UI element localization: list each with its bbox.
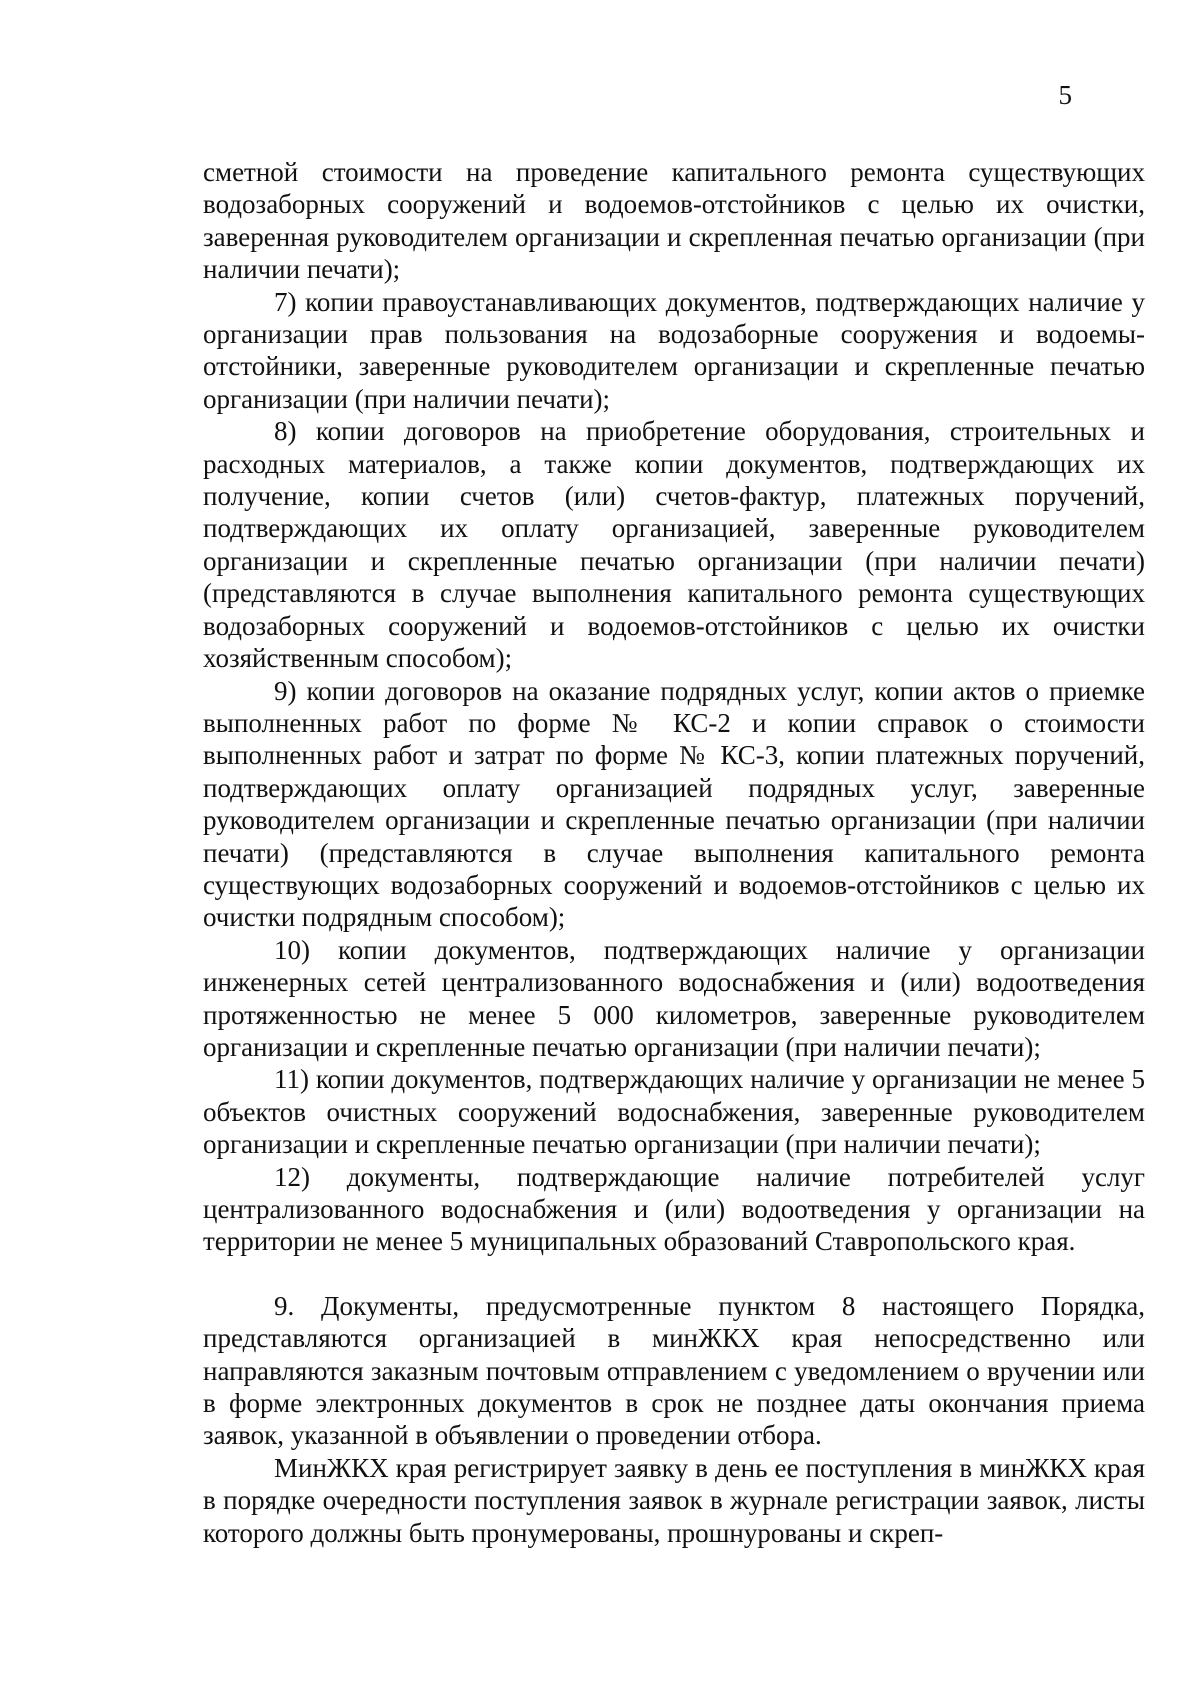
paragraph-item-9: 9) копии договоров на оказание подрядных услуг, копии актов о приемке выполненных работ по форме № КС-2 и копии справок о стоимости выполненных работ и затрат по форме № КС-3, копии платежных поручений, подтверждающих оплату организацией подрядных услуг, заверенные руководителем организации и скрепленные печатью организации (при наличии печати) (представляются в случае выполнения капитального ремонта существующих водозаборных сооружений и водоемов-отстойников с целью их очистки подрядным способом); (203, 675, 1145, 933)
paragraph-item-10: 10) копии документов, подтверждающих наличие у организации инженерных сетей централизованного водоснабжения и (или) водоотведения протяженностью не менее 5 000 километров, заверенные руководителем организации и скрепленные печатью организации (при наличии печати); (203, 934, 1145, 1062)
paragraph-item-7: 7) копии правоустанавливающих документов, подтверждающих наличие у организации прав пользования на водозаборные сооружения и водоемы-отстойники, заверенные руководителем организации и скрепленные печатью организации (при наличии печати); (203, 286, 1145, 414)
paragraph-item-11: 11) копии документов, подтверждающих наличие у организации не менее 5 объектов очистных сооружений водоснабжения, заверенные руководителем организации и скрепленные печатью организации (при наличии печати); (203, 1064, 1145, 1160)
document-body (203, 156, 1145, 1549)
paragraph-registration: МинЖКХ края регистрирует заявку в день ее поступления в минЖКХ края в порядке очередности поступления заявок в журнале регистрации заявок, листы которого должны быть пронумерованы, прошнурованы и скреп- (203, 1452, 1145, 1548)
paragraph-continuation: сметной стоимости на проведение капитального ремонта существующих водозаборных сооружений и водоемов-отстойников с целью их очистки, заверенная руководителем организации и скрепленная печатью организации (при наличии печати); (203, 157, 1145, 285)
paragraph-item-12: 12) документы, подтверждающие наличие потребителей услуг централизованного водоснабжения и (или) водоотведения у организации на территории не менее 5 муниципальных образований Ставропольского края. (203, 1161, 1145, 1257)
paragraph-section-9: 9. Документы, предусмотренные пунктом 8 настоящего Порядка, представляются организацией в минЖКХ края непосредственно или направляются заказным почтовым отправлением с уведомлением о вручении или в форме электронных документов в срок не позднее даты окончания приема заявок, указанной в объявлении о проведении отбора. (203, 1290, 1145, 1451)
page-number: 5 (1058, 80, 1072, 110)
paragraph-item-8: 8) копии договоров на приобретение оборудования, строительных и расходных материалов, а также копии документов, подтверждающих их получение, копии счетов (или) счетов-фактур, платежных поручений, подтверждающих их оплату организацией, заверенные руководителем организации и скрепленные печатью организации (при наличии печати) (представляются в случае выполнения капитального ремонта существующих водозаборных сооружений и водоемов-отстойников с целью их очистки хозяйственным способом); (203, 416, 1145, 674)
